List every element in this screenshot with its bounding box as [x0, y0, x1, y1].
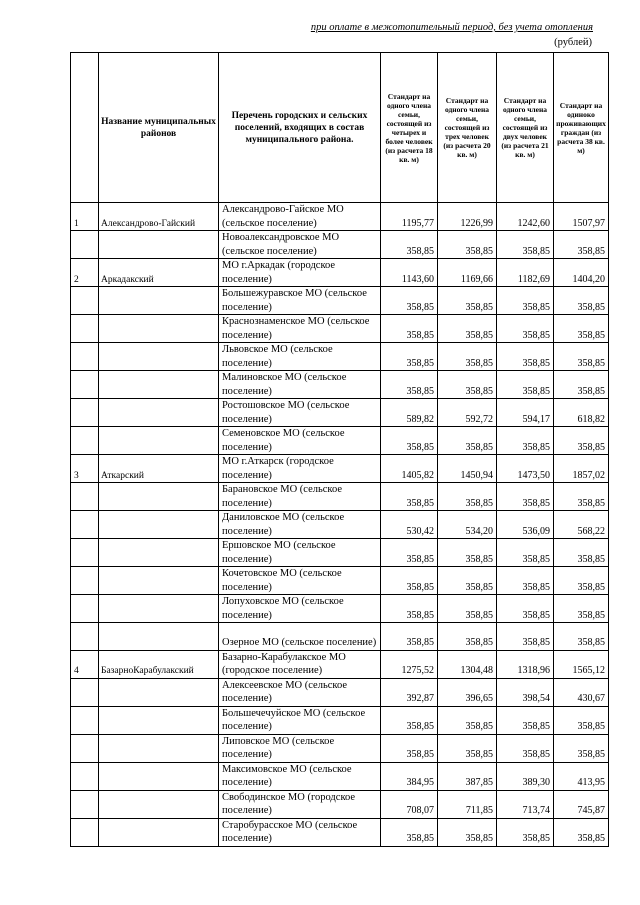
district-name: [99, 734, 219, 762]
settlement-name: Базарно-Карабулакское МО (городское поселение): [219, 650, 381, 678]
value-single: 358,85: [554, 623, 609, 651]
value-single: 358,85: [554, 483, 609, 511]
district-name: [99, 678, 219, 706]
table-row: [71, 567, 609, 595]
district-name: Аркадакский: [99, 259, 219, 287]
district-name: [99, 231, 219, 259]
value-family-3: 358,85: [438, 343, 497, 371]
value-single: 358,85: [554, 231, 609, 259]
district-name: Аткарский: [99, 455, 219, 483]
header-standard-family-3: Стандарт на одного члена семьи, состоящей из трех человек (из расчета 20 кв. м): [438, 53, 497, 203]
value-family-3: 592,72: [438, 399, 497, 427]
settlement-name: Александрово-Гайское МО (сельское поселение): [219, 203, 381, 231]
value-family-2: 358,85: [497, 567, 554, 595]
settlement-name: Семеновское МО (сельское поселение): [219, 427, 381, 455]
value-family-3: 358,85: [438, 371, 497, 399]
settlement-name: Малиновское МО (сельское поселение): [219, 371, 381, 399]
value-family-3: 1304,48: [438, 650, 497, 678]
value-family-4: 358,85: [381, 343, 438, 371]
table-row: [71, 203, 609, 231]
value-family-4: 358,85: [381, 595, 438, 623]
value-family-4: 358,85: [381, 287, 438, 315]
value-family-2: 358,85: [497, 623, 554, 651]
table-row: [71, 706, 609, 734]
row-number: [71, 623, 99, 651]
row-number: [71, 706, 99, 734]
value-family-2: 1182,69: [497, 259, 554, 287]
district-name: [99, 427, 219, 455]
value-family-2: 358,85: [497, 818, 554, 846]
value-family-2: 358,85: [497, 231, 554, 259]
value-single: 358,85: [554, 818, 609, 846]
table-row: [71, 231, 609, 259]
district-name: БазарноКарабулакский: [99, 650, 219, 678]
value-family-2: 358,85: [497, 483, 554, 511]
value-family-2: 389,30: [497, 762, 554, 790]
row-number: [71, 567, 99, 595]
district-name: [99, 706, 219, 734]
table-row: [71, 790, 609, 818]
value-family-3: 1450,94: [438, 455, 497, 483]
value-single: 358,85: [554, 567, 609, 595]
table-row: [71, 623, 609, 651]
header-number: [71, 53, 99, 203]
value-family-3: 358,85: [438, 483, 497, 511]
district-name: [99, 343, 219, 371]
settlement-name: Большежуравское МО (сельское поселение): [219, 287, 381, 315]
value-single: 358,85: [554, 539, 609, 567]
settlement-name: Даниловское МО (сельское поселение): [219, 511, 381, 539]
value-single: 430,67: [554, 678, 609, 706]
row-number: [71, 539, 99, 567]
value-family-3: 1169,66: [438, 259, 497, 287]
value-family-4: 358,85: [381, 706, 438, 734]
value-family-4: 358,85: [381, 427, 438, 455]
value-family-3: 358,85: [438, 287, 497, 315]
value-family-2: 358,85: [497, 287, 554, 315]
row-number: [71, 287, 99, 315]
value-family-2: 594,17: [497, 399, 554, 427]
value-single: 1404,20: [554, 259, 609, 287]
table-row: [71, 287, 609, 315]
row-number: [71, 483, 99, 511]
row-number: 2: [71, 259, 99, 287]
value-family-4: 358,85: [381, 231, 438, 259]
row-number: [71, 678, 99, 706]
table-row: [71, 399, 609, 427]
table-header-row: [71, 53, 609, 203]
value-family-2: 358,85: [497, 371, 554, 399]
settlement-name: Ершовское МО (сельское поселение): [219, 539, 381, 567]
value-single: 358,85: [554, 343, 609, 371]
value-family-3: 358,85: [438, 734, 497, 762]
table-row: [71, 511, 609, 539]
header-standard-family-4: Стандарт на одного члена семьи, состоящей из четырех и более человек (из расчета 18 кв. м): [381, 53, 438, 203]
settlement-name: Краснознаменское МО (сельское поселение): [219, 315, 381, 343]
value-family-2: 358,85: [497, 343, 554, 371]
settlement-name: Ростошовское МО (сельское поселение): [219, 399, 381, 427]
value-family-2: 398,54: [497, 678, 554, 706]
value-family-4: 530,42: [381, 511, 438, 539]
row-number: [71, 231, 99, 259]
district-name: [99, 315, 219, 343]
row-number: [71, 315, 99, 343]
row-number: 4: [71, 650, 99, 678]
table-row: [71, 483, 609, 511]
value-family-3: 358,85: [438, 315, 497, 343]
value-family-4: 358,85: [381, 734, 438, 762]
value-single: 568,22: [554, 511, 609, 539]
settlement-name: Новоалександровское МО (сельское поселение): [219, 231, 381, 259]
settlement-name: Львовское МО (сельское поселение): [219, 343, 381, 371]
value-family-3: 534,20: [438, 511, 497, 539]
value-family-2: 713,74: [497, 790, 554, 818]
value-single: 745,87: [554, 790, 609, 818]
value-family-4: 358,85: [381, 818, 438, 846]
district-name: [99, 511, 219, 539]
value-single: 358,85: [554, 706, 609, 734]
district-name: [99, 483, 219, 511]
settlement-name: Максимовское МО (сельское поселение): [219, 762, 381, 790]
settlement-name: Старобурасское МО (сельское поселение): [219, 818, 381, 846]
settlement-name: Кочетовское МО (сельское поселение): [219, 567, 381, 595]
settlement-name: МО г.Аткарск (городское поселение): [219, 455, 381, 483]
value-family-2: 358,85: [497, 315, 554, 343]
table-row: [71, 818, 609, 846]
value-family-3: 358,85: [438, 427, 497, 455]
value-family-2: 358,85: [497, 706, 554, 734]
value-family-3: 358,85: [438, 539, 497, 567]
table-row: [71, 734, 609, 762]
district-name: [99, 623, 219, 651]
district-name: [99, 567, 219, 595]
value-single: 618,82: [554, 399, 609, 427]
settlement-name: Озерное МО (сельское поселение): [219, 623, 381, 651]
value-family-4: 358,85: [381, 315, 438, 343]
value-single: 1857,02: [554, 455, 609, 483]
row-number: [71, 734, 99, 762]
row-number: [71, 399, 99, 427]
housing-standards-table: [70, 52, 609, 847]
value-family-2: 1318,96: [497, 650, 554, 678]
district-name: [99, 287, 219, 315]
table-row: [71, 650, 609, 678]
value-family-4: 1143,60: [381, 259, 438, 287]
value-family-4: 358,85: [381, 567, 438, 595]
value-family-3: 396,65: [438, 678, 497, 706]
value-family-4: 1405,82: [381, 455, 438, 483]
value-single: 1507,97: [554, 203, 609, 231]
value-family-2: 1242,60: [497, 203, 554, 231]
value-family-4: 358,85: [381, 623, 438, 651]
value-family-3: 358,85: [438, 231, 497, 259]
currency-unit-label: (рублей): [554, 37, 592, 48]
value-family-2: 358,85: [497, 427, 554, 455]
row-number: [71, 371, 99, 399]
row-number: [71, 595, 99, 623]
value-family-3: 358,85: [438, 567, 497, 595]
table-row: [71, 455, 609, 483]
table-row: [71, 315, 609, 343]
value-family-3: 1226,99: [438, 203, 497, 231]
district-name: [99, 371, 219, 399]
settlement-name: Липовское МО (сельское поселение): [219, 734, 381, 762]
value-family-2: 536,09: [497, 511, 554, 539]
value-family-3: 358,85: [438, 623, 497, 651]
table-row: [71, 259, 609, 287]
value-single: 358,85: [554, 734, 609, 762]
value-family-4: 358,85: [381, 371, 438, 399]
table-row: [71, 343, 609, 371]
value-single: 358,85: [554, 427, 609, 455]
value-family-3: 358,85: [438, 706, 497, 734]
table-body: [71, 203, 609, 847]
table-row: [71, 762, 609, 790]
value-family-3: 358,85: [438, 818, 497, 846]
settlement-name: Свободинское МО (городское поселение): [219, 790, 381, 818]
value-single: 358,85: [554, 315, 609, 343]
district-name: [99, 790, 219, 818]
value-family-2: 1473,50: [497, 455, 554, 483]
value-family-4: 1275,52: [381, 650, 438, 678]
value-family-4: 589,82: [381, 399, 438, 427]
row-number: [71, 427, 99, 455]
settlement-name: Барановское МО (сельское поселение): [219, 483, 381, 511]
table-caption-note: при оплате в межотопительный период, без учета отопления: [310, 22, 593, 33]
value-family-2: 358,85: [497, 539, 554, 567]
value-family-4: 392,87: [381, 678, 438, 706]
row-number: [71, 818, 99, 846]
district-name: Александрово-Гайский: [99, 203, 219, 231]
table-row: [71, 595, 609, 623]
settlement-name: Большечечуйское МО (сельское поселение): [219, 706, 381, 734]
value-single: 358,85: [554, 371, 609, 399]
district-name: [99, 399, 219, 427]
value-family-3: 387,85: [438, 762, 497, 790]
header-standard-single: Стандарт на одиноко проживающих граждан (из расчета 38 кв. м): [554, 53, 609, 203]
row-number: [71, 343, 99, 371]
table-row: [71, 371, 609, 399]
table-row: [71, 539, 609, 567]
value-family-2: 358,85: [497, 595, 554, 623]
table-row: [71, 427, 609, 455]
value-family-4: 1195,77: [381, 203, 438, 231]
value-single: 413,95: [554, 762, 609, 790]
row-number: 3: [71, 455, 99, 483]
value-family-2: 358,85: [497, 734, 554, 762]
value-family-4: 384,95: [381, 762, 438, 790]
value-single: 1565,12: [554, 650, 609, 678]
settlement-name: Алексеевское МО (сельское поселение): [219, 678, 381, 706]
value-family-4: 358,85: [381, 483, 438, 511]
settlement-name: МО г.Аркадак (городское поселение): [219, 259, 381, 287]
district-name: [99, 762, 219, 790]
row-number: [71, 790, 99, 818]
value-family-4: 358,85: [381, 539, 438, 567]
header-district-name: Название муниципальных районов: [99, 53, 219, 203]
row-number: [71, 511, 99, 539]
header-settlements-list: Перечень городских и сельских поселений, входящих в состав муниципального района.: [219, 53, 381, 203]
row-number: [71, 762, 99, 790]
settlement-name: Лопуховское МО (сельское поселение): [219, 595, 381, 623]
value-single: 358,85: [554, 595, 609, 623]
value-family-4: 708,07: [381, 790, 438, 818]
district-name: [99, 818, 219, 846]
value-family-3: 358,85: [438, 595, 497, 623]
district-name: [99, 595, 219, 623]
header-standard-family-2: Стандарт на одного члена семьи, состоящей из двух человек (из расчета 21 кв. м): [497, 53, 554, 203]
row-number: 1: [71, 203, 99, 231]
value-single: 358,85: [554, 287, 609, 315]
value-family-3: 711,85: [438, 790, 497, 818]
table-row: [71, 678, 609, 706]
district-name: [99, 539, 219, 567]
